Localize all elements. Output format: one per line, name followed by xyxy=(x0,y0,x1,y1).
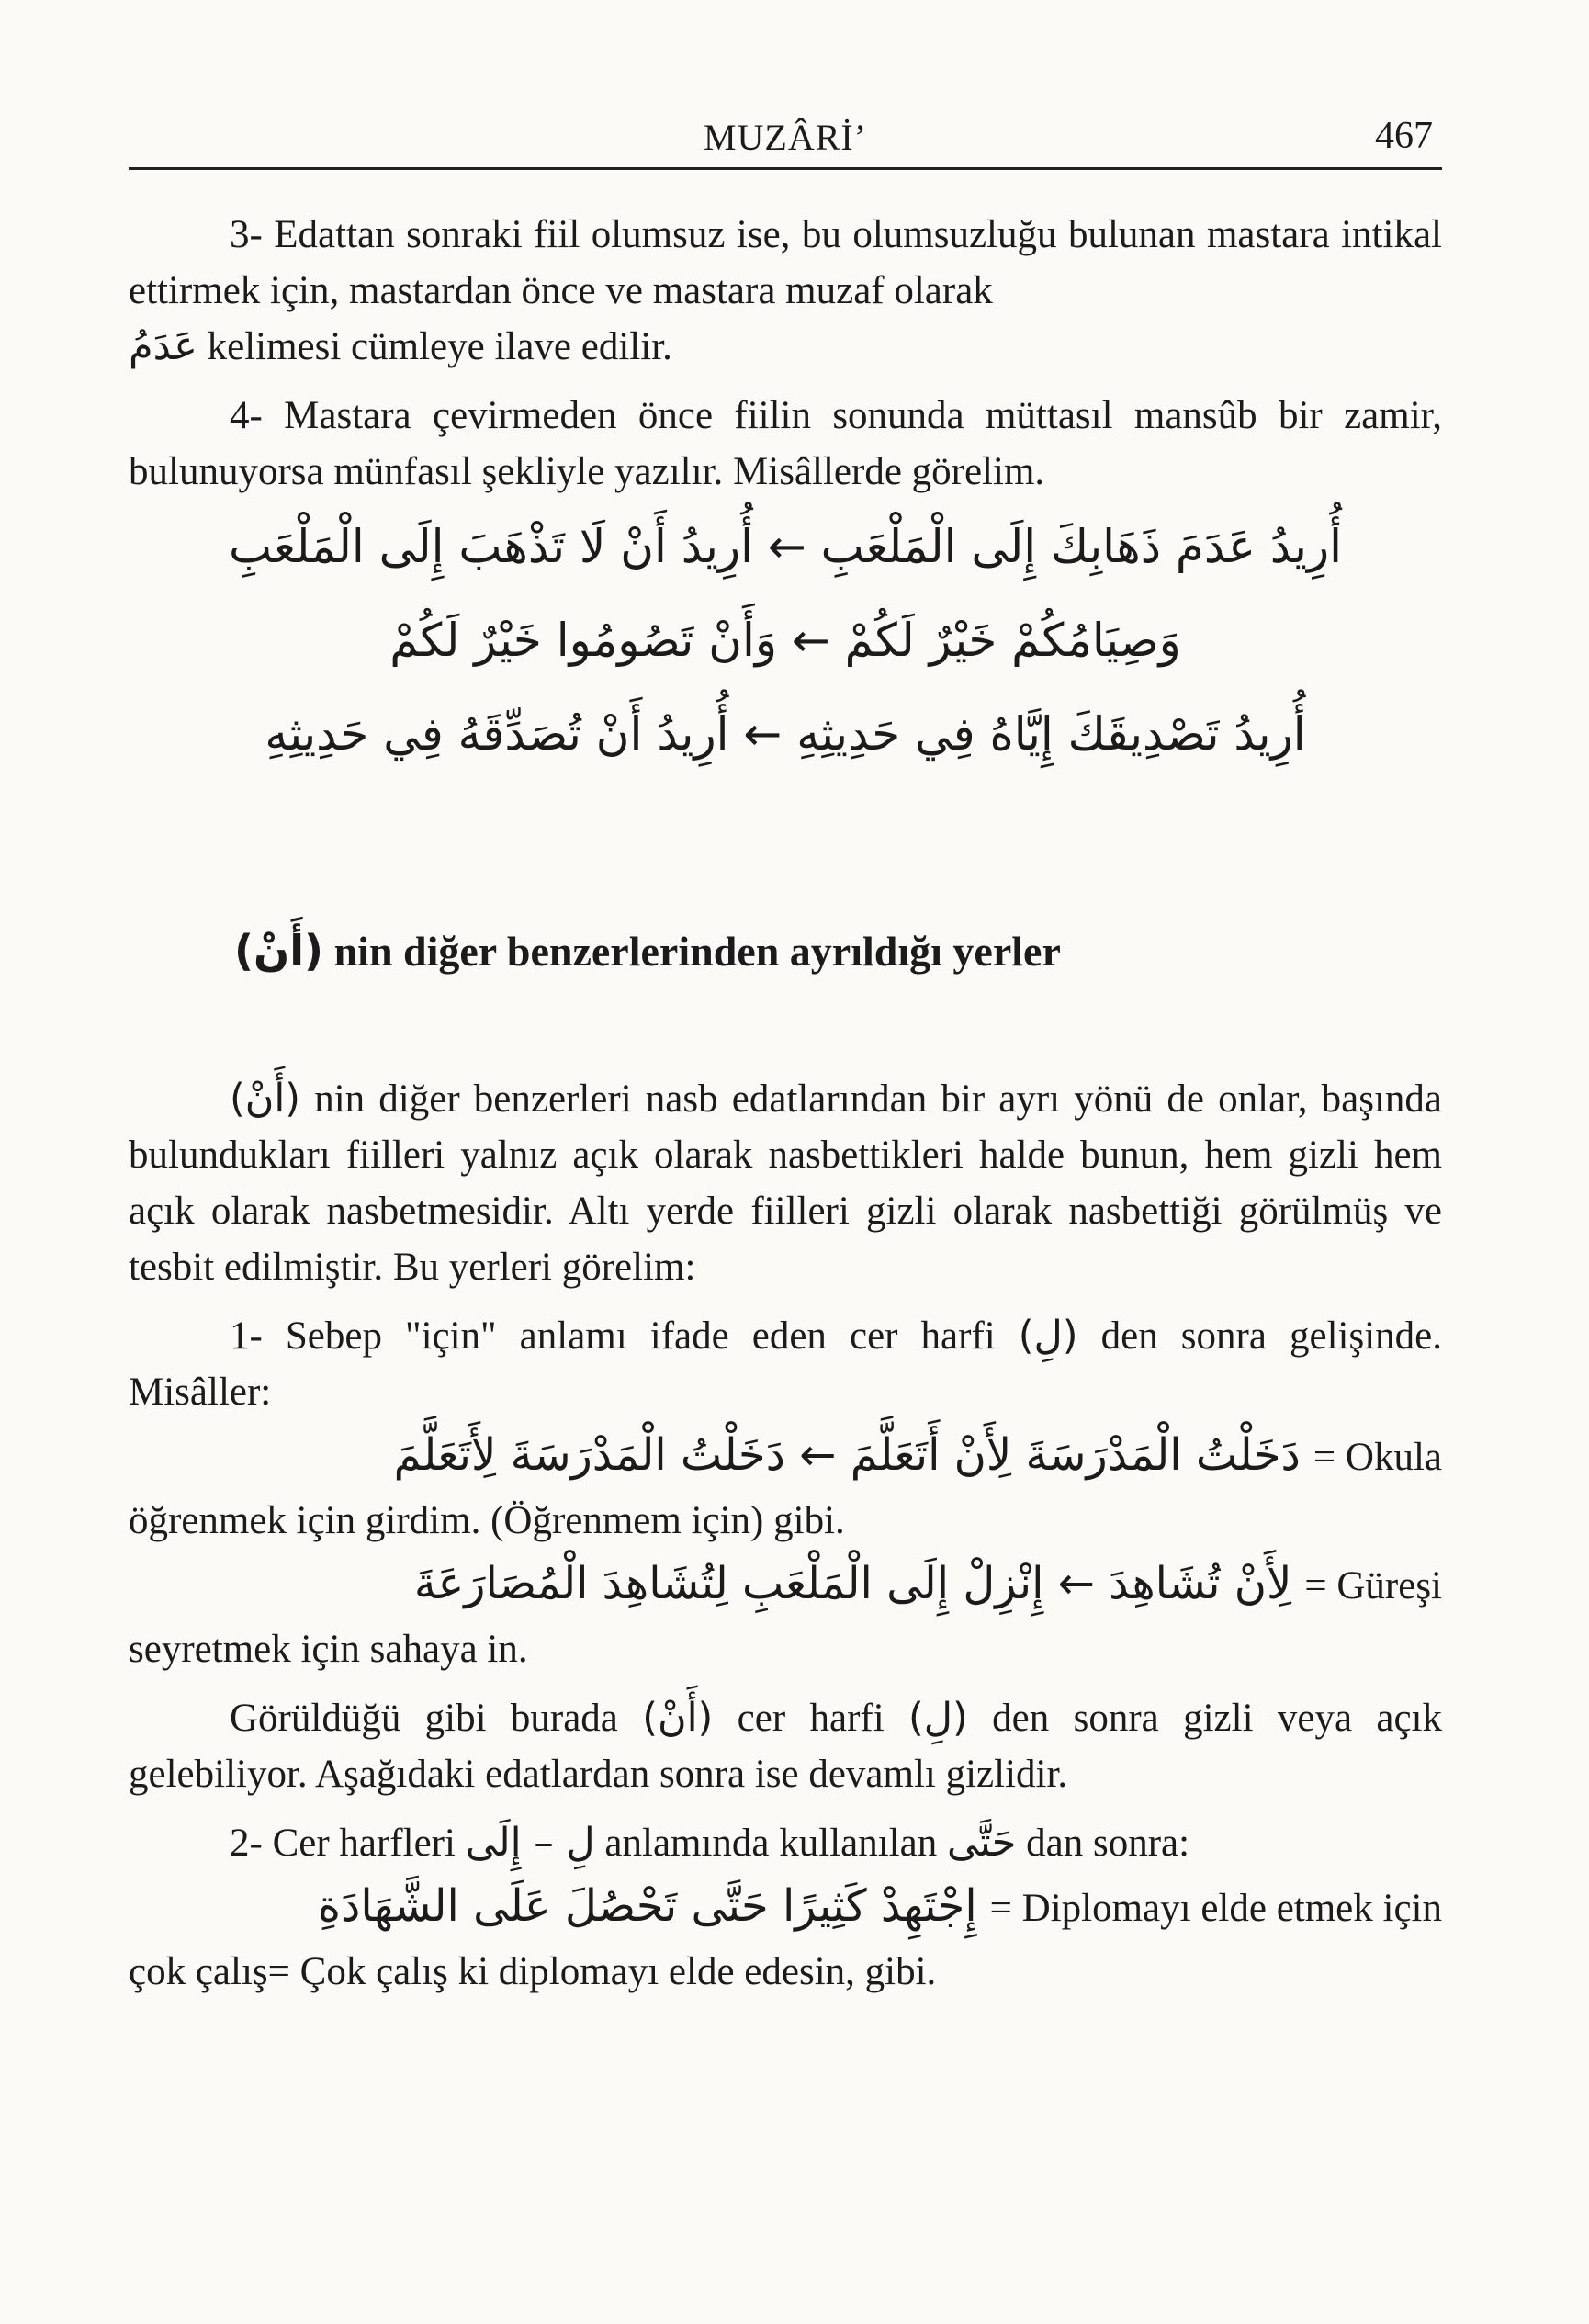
paragraph-text: öğrenmek için girdim. (Öğrenmem için) gibi. xyxy=(129,1499,845,1542)
paragraph-rule-4 xyxy=(129,388,1442,500)
section-heading-text: nin diğer benzerlerinden ayrıldığı yerler xyxy=(323,928,1061,975)
page-header xyxy=(129,108,1442,170)
paragraph-text: den sonra gizli veya açık gelebiliyor. Aşağıdaki edatlardan sonra ise devamlı gizlidir. xyxy=(129,1697,1442,1796)
paragraph-rule-2 xyxy=(129,1815,1442,1871)
paragraph-text: Görüldüğü gibi burada xyxy=(230,1697,643,1740)
arabic-example-4: دَخَلْتُ الْمَدْرَسَةَ لِأَنْ أَتَعَلَّمَ ← دَخَلْتُ الْمَدْرَسَةَ لِأَتَعَلَّمَ xyxy=(393,1429,1301,1481)
paragraph-text: nin diğer benzerleri nasb edatlarından bir ayrı yönü de onlar, başında bulundukları fiilleri yalnız açık olarak nasbettikleri halde bunun, hem gizli hem açık olarak nasbetmesidir. Altı yerde fiilleri gizli olarak nasbettiği görülmüş ve tesbit edilmiştir. Bu yerleri görelim: xyxy=(129,1077,1442,1289)
arabic-example-1: أُرِيدُ عَدَمَ ذَهَابِكَ إِلَى الْمَلْعَبِ ← أُرِيدُ أَنْ لَا تَذْهَبَ إِلَى الْمَلْعَبِ xyxy=(228,520,1343,573)
paragraph-text: çok çalış= Çok çalış ki diplomayı elde edesin, gibi. xyxy=(129,1950,937,1993)
paragraph-text: 2- Cer harfleri xyxy=(230,1822,466,1865)
arabic-example-2: وَصِيَامُكُمْ خَيْرٌ لَكُمْ ← وَأَنْ تَصُومُوا خَيْرٌ لَكُمْ xyxy=(389,614,1181,667)
example-translation-3: = Diplomayı elde etmek için xyxy=(989,1887,1442,1930)
paragraph-text: kelimesi cümleye ilave edilir. xyxy=(197,325,672,368)
example-translation-continued xyxy=(129,1944,1442,2000)
paragraph-rule-1 xyxy=(129,1308,1442,1420)
page-body xyxy=(129,207,1442,2000)
example-translation-2: = Güreşi xyxy=(1304,1564,1442,1608)
example-row-1 xyxy=(129,1420,1442,1493)
arabic-word: (لِ) xyxy=(1018,1313,1078,1359)
example-row-2 xyxy=(129,1549,1442,1621)
arabic-word: (أَنْ) xyxy=(642,1695,714,1741)
paragraph-an xyxy=(129,1071,1442,1295)
arabic-example-6: إِجْتَهِدْ كَثِيرًا حَتَّى تَحْصُلَ عَلَى الشَّهَادَةِ xyxy=(317,1880,977,1932)
section-heading-arabic: (أَنْ) xyxy=(234,926,324,976)
paragraph-text: anlamında kullanılan xyxy=(594,1822,947,1865)
arabic-word: (لِ) xyxy=(908,1695,968,1741)
paragraph-text: 1- Sebep "için" anlamı ifade eden cer harfi xyxy=(230,1314,1019,1358)
example-translation-continued xyxy=(129,1621,1442,1677)
arabic-example-5: لِأَنْ تُشَاهِدَ ← إِنْزِلْ إِلَى الْمَلْعَبِ لِتُشَاهِدَ الْمُصَارَعَةَ xyxy=(413,1558,1292,1609)
section-heading xyxy=(129,919,1442,984)
example-row-3 xyxy=(129,1871,1442,1944)
paragraph-observation xyxy=(129,1690,1442,1802)
paragraph-rule-3-continued xyxy=(129,319,1442,375)
arabic-word: (أَنْ) xyxy=(230,1076,301,1122)
paragraph-rule-3 xyxy=(129,207,1442,319)
arabic-word: حَتَّى xyxy=(946,1820,1017,1866)
paragraph-text: cer harfi xyxy=(713,1697,909,1740)
example-translation-continued xyxy=(129,1493,1442,1549)
example-translation-1: = Okula xyxy=(1313,1436,1442,1479)
arabic-example-3: أُرِيدُ تَصْدِيقَكَ إِيَّاهُ فِي حَدِيثِهِ ← أُرِيدُ أَنْ تُصَدِّقَهُ فِي حَدِيثِهِ xyxy=(265,707,1306,761)
paragraph-text: den sonra gelişinde. Misâller: xyxy=(129,1314,1442,1414)
paragraph-text: 3- Edattan sonraki fiil olumsuz ise, bu olumsuzluğu bulunan mastara intikal ettirmek için, mastardan önce ve mastara muzaf olarak xyxy=(129,213,1442,312)
arabic-word: عَدَمُ xyxy=(129,323,197,369)
arabic-word: لِ – إِلَى xyxy=(465,1820,595,1866)
paragraph-text: 4- Mastara çevirmeden önce fiilin sonunda müttasıl mansûb bir zamir, bulunuyorsa münfasıl şekliyle yazılır. Misâllerde görelim. xyxy=(129,394,1442,493)
paragraph-text: seyretmek için sahaya in. xyxy=(129,1628,528,1671)
running-title: MUZÂRİ’ xyxy=(703,117,868,158)
page-number: 467 xyxy=(1375,115,1433,157)
paragraph-text: dan sonra: xyxy=(1016,1822,1190,1865)
